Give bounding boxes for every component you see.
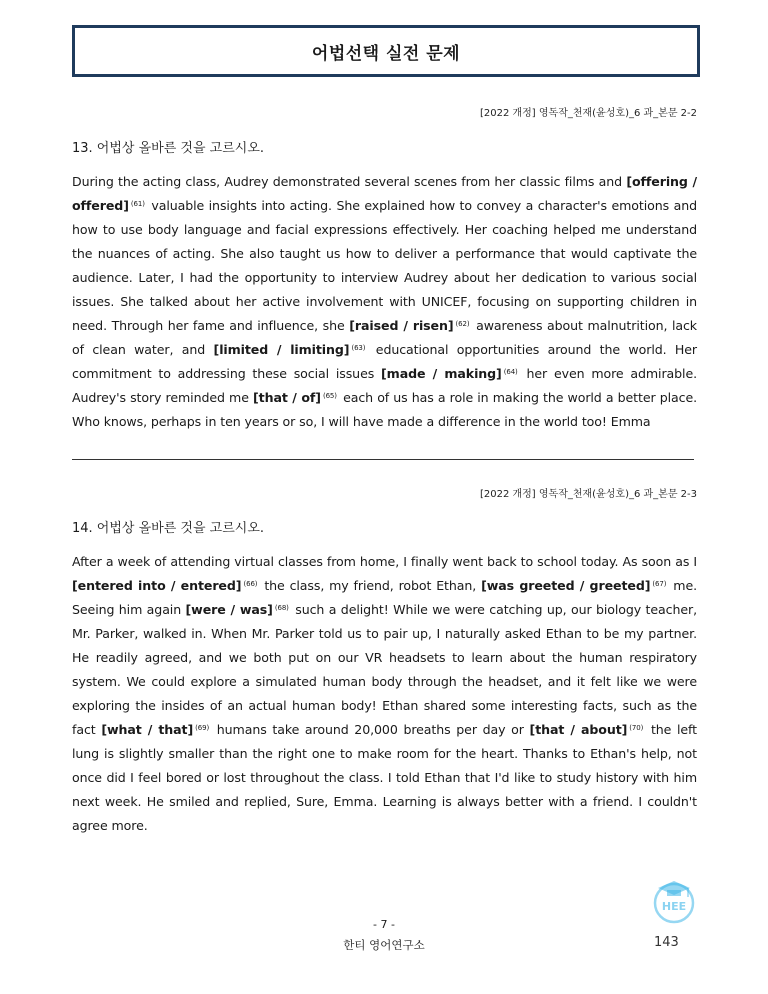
passage-text: such a delight! While we were catching up, our biology teacher, Mr. Parker, walked in. When Mr. Parker told us to pair up, I naturally asked Ethan to be my partner. He readily agreed, and we both put on our VR headsets to learn about the human respiratory system. We could explore a simulated human body through the headset, and it felt like we were exploring the insides of an actual human body! Ethan shared some interesting facts, such as the fact: [72, 602, 697, 737]
passage-text: After a week of attending virtual classes from home, I finally went back to school today. As soon as I: [72, 554, 697, 569]
blank-number: (62): [455, 320, 470, 328]
passage-text: During the acting class, Audrey demonstrated several scenes from her classic films and: [72, 174, 627, 189]
source-label-2: [2022 개정] 영독작_천재(윤성호)_6 과_본문 2-3: [479, 489, 697, 500]
passage-text: each of us has a role in making the world a better place. Who knows, perhaps in ten years or so, I will have made a difference in the world too! Emma: [72, 390, 698, 429]
passage-text: awareness about malnutrition, lack of clean water, and: [72, 318, 697, 357]
answer-choice: [that / of]: [253, 390, 321, 405]
institute-name: 한티 영어연구소: [343, 938, 425, 952]
divider: [72, 459, 694, 460]
svg-text:HEE: HEE: [661, 900, 687, 913]
title-box: [72, 25, 700, 77]
blank-number: (67): [652, 580, 667, 588]
answer-choice: [what / that]: [101, 722, 194, 737]
blank-number: (66): [243, 580, 258, 588]
blank-number: (70): [629, 724, 644, 732]
document-number: 143: [654, 935, 679, 950]
blank-number: (68): [274, 604, 289, 612]
blank-number: (64): [503, 368, 518, 376]
blank-number: (65): [322, 392, 337, 400]
source-label-1: [2022 개정] 영독작_천재(윤성호)_6 과_본문 2-2: [479, 108, 697, 119]
question-14-heading: 14. 어법상 올바른 것을 고르시오.: [72, 521, 265, 536]
page-number: - 7 -: [373, 918, 395, 931]
answer-choice: [limited / limiting]: [213, 342, 350, 357]
answer-choice: [were / was]: [185, 602, 273, 617]
passage-text: the class, my friend, robot Ethan,: [259, 578, 482, 593]
blank-number: (63): [351, 344, 366, 352]
question-13-heading: 13. 어법상 올바른 것을 고르시오.: [72, 141, 265, 156]
answer-choice: [was greeted / greeted]: [481, 578, 651, 593]
passage-13: [72, 170, 697, 434]
passage-14: [72, 550, 697, 838]
answer-choice: [offering / offered]: [72, 174, 697, 213]
blank-number: (69): [195, 724, 210, 732]
answer-choice: [raised / risen]: [349, 318, 454, 333]
passage-text: her even more admirable. Audrey's story reminded me: [72, 366, 697, 405]
answer-choice: [that / about]: [529, 722, 628, 737]
answer-choice: [made / making]: [381, 366, 502, 381]
passage-text: valuable insights into acting. She explained how to convey a character's emotions and how to use body language and facial expressions effectively. Her coaching helped me understand the nuances of acting. She also taught us how to deliver a performance that would captivate the audience. Later, I had the opportunity to interview Audrey about her dedication to various social issues. She talked about her active involvement with UNICEF, focusing on supporting children in need. Through her fame and influence, she: [72, 198, 697, 333]
passage-text: humans take around 20,000 breaths per day or: [211, 722, 530, 737]
passage-text: the left lung is slightly smaller than the right one to make room for the heart. Thanks to Ethan's help, not once did I feel bored or lost throughout the class. I told Ethan that I'd like to study history with him next week. He smiled and replied, Sure, Emma. Learning is always better with a friend. I couldn't agree more.: [72, 722, 698, 833]
passage-text: me. Seeing him again: [72, 578, 697, 617]
page-title: 어법선택 실전 문제: [311, 43, 461, 64]
answer-choice: [entered into / entered]: [72, 578, 242, 593]
blank-number: (61): [130, 200, 145, 208]
passage-text: educational opportunities around the world. Her commitment to addressing these social issues: [72, 342, 697, 381]
